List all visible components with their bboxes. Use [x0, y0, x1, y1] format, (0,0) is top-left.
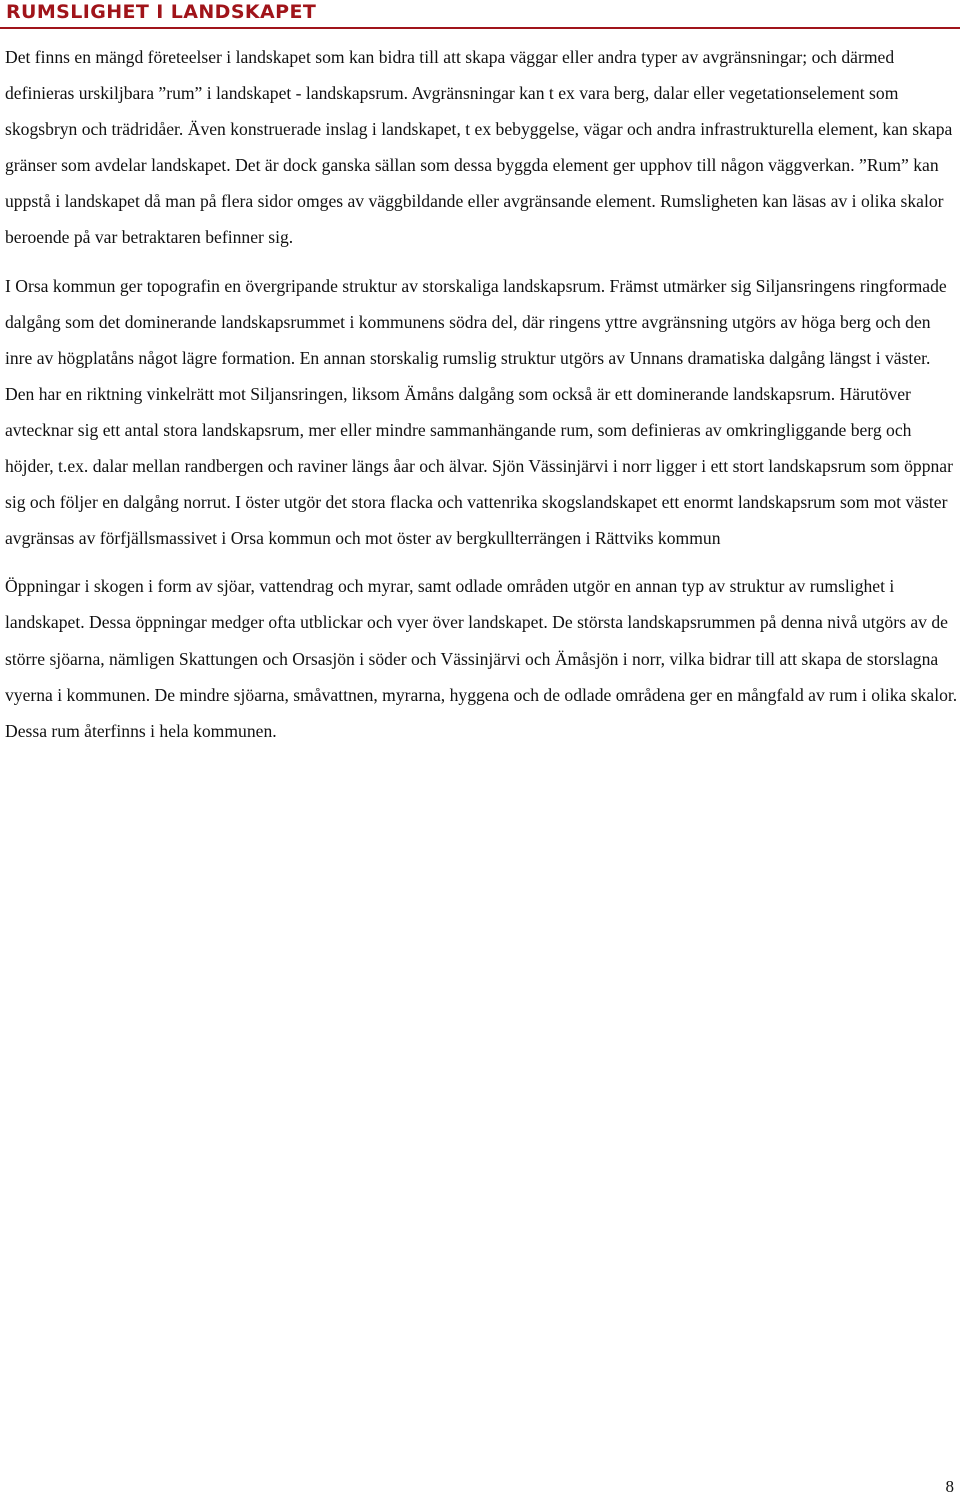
- paragraph-2: I Orsa kommun ger topografin en övergripande struktur av storskaliga landskapsrum. Främst utmärker sig Siljansringens ringformade dalgång som det dominerande landskapsrummet i kommunens södra del, där ringens yttre avgränsning utgörs av höga berg och den inre av högplatåns något lägre formation. En annan storskalig rumslig struktur utgörs av Unnans dramatiska dalgång längst i väster. Den har en riktning vinkelrätt mot Siljansringen, liksom Ämåns dalgång som också är ett dominerande landskapsrum. Härutöver avtecknar sig ett antal stora landskapsrum, mer eller mindre sammanhängande rum, som definieras av omkringliggande berg och höjder, t.ex. dalar mellan randbergen och raviner längs åar och älvar. Sjön Vässinjärvi i norr ligger i ett stort landskapsrum som öppnar sig och följer en dalgång norrut. I öster utgör det stora flacka och vattenrika skogslandskapet ett enormt landskapsrum som mot väster avgränsas av förfjällsmassivet i Orsa kommun och mot öster av bergkullterrängen i Rättviks kommun: [5, 275, 953, 549]
- section-title: RUMSLIGHET I LANDSKAPET: [6, 1, 317, 23]
- paragraph-1: Det finns en mängd företeelser i landskapet som kan bidra till att skapa väggar eller andra typer av avgränsningar; och därmed definieras urskiljbara ”rum” i landskapet - landskapsrum. Avgränsningar kan t ex vara berg, dalar eller vegetationselement som skogsbryn och trädridåer. Även konstruerade inslag i landskapet, t ex bebyggelse, vägar och andra infrastrukturella element, kan skapa gränser som avdelar landskapet. Det är dock ganska sällan som dessa byggda element ger upphov till någon väggverkan. ”Rum” kan uppstå i landskapet då man på flera sidor omges av väggbildande eller avgränsande element. Rumsligheten kan läsas av i olika skalor beroende på var betraktaren befinner sig.: [5, 47, 953, 248]
- title-divider: [0, 27, 960, 29]
- body-text: [5, 39, 959, 761]
- page-number: 8: [945, 1477, 954, 1496]
- paragraph-3: Öppningar i skogen i form av sjöar, vattendrag och myrar, samt odlade områden utgör en annan typ av struktur av rumslighet i landskapet. Dessa öppningar medger ofta utblickar och vyer över landskapet. De största landskapsrummen på denna nivå utgörs av de större sjöarna, nämligen Skattungen och Orsasjön i söder och Vässinjärvi och Ämåsjön i norr, vilka bidrar till att skapa de storslagna vyerna i kommunen. De mindre sjöarna, småvattnen, myrarna, hyggena och de odlade områdena ger en mångfald av rum i olika skalor. Dessa rum återfinns i hela kommunen.: [5, 576, 958, 741]
